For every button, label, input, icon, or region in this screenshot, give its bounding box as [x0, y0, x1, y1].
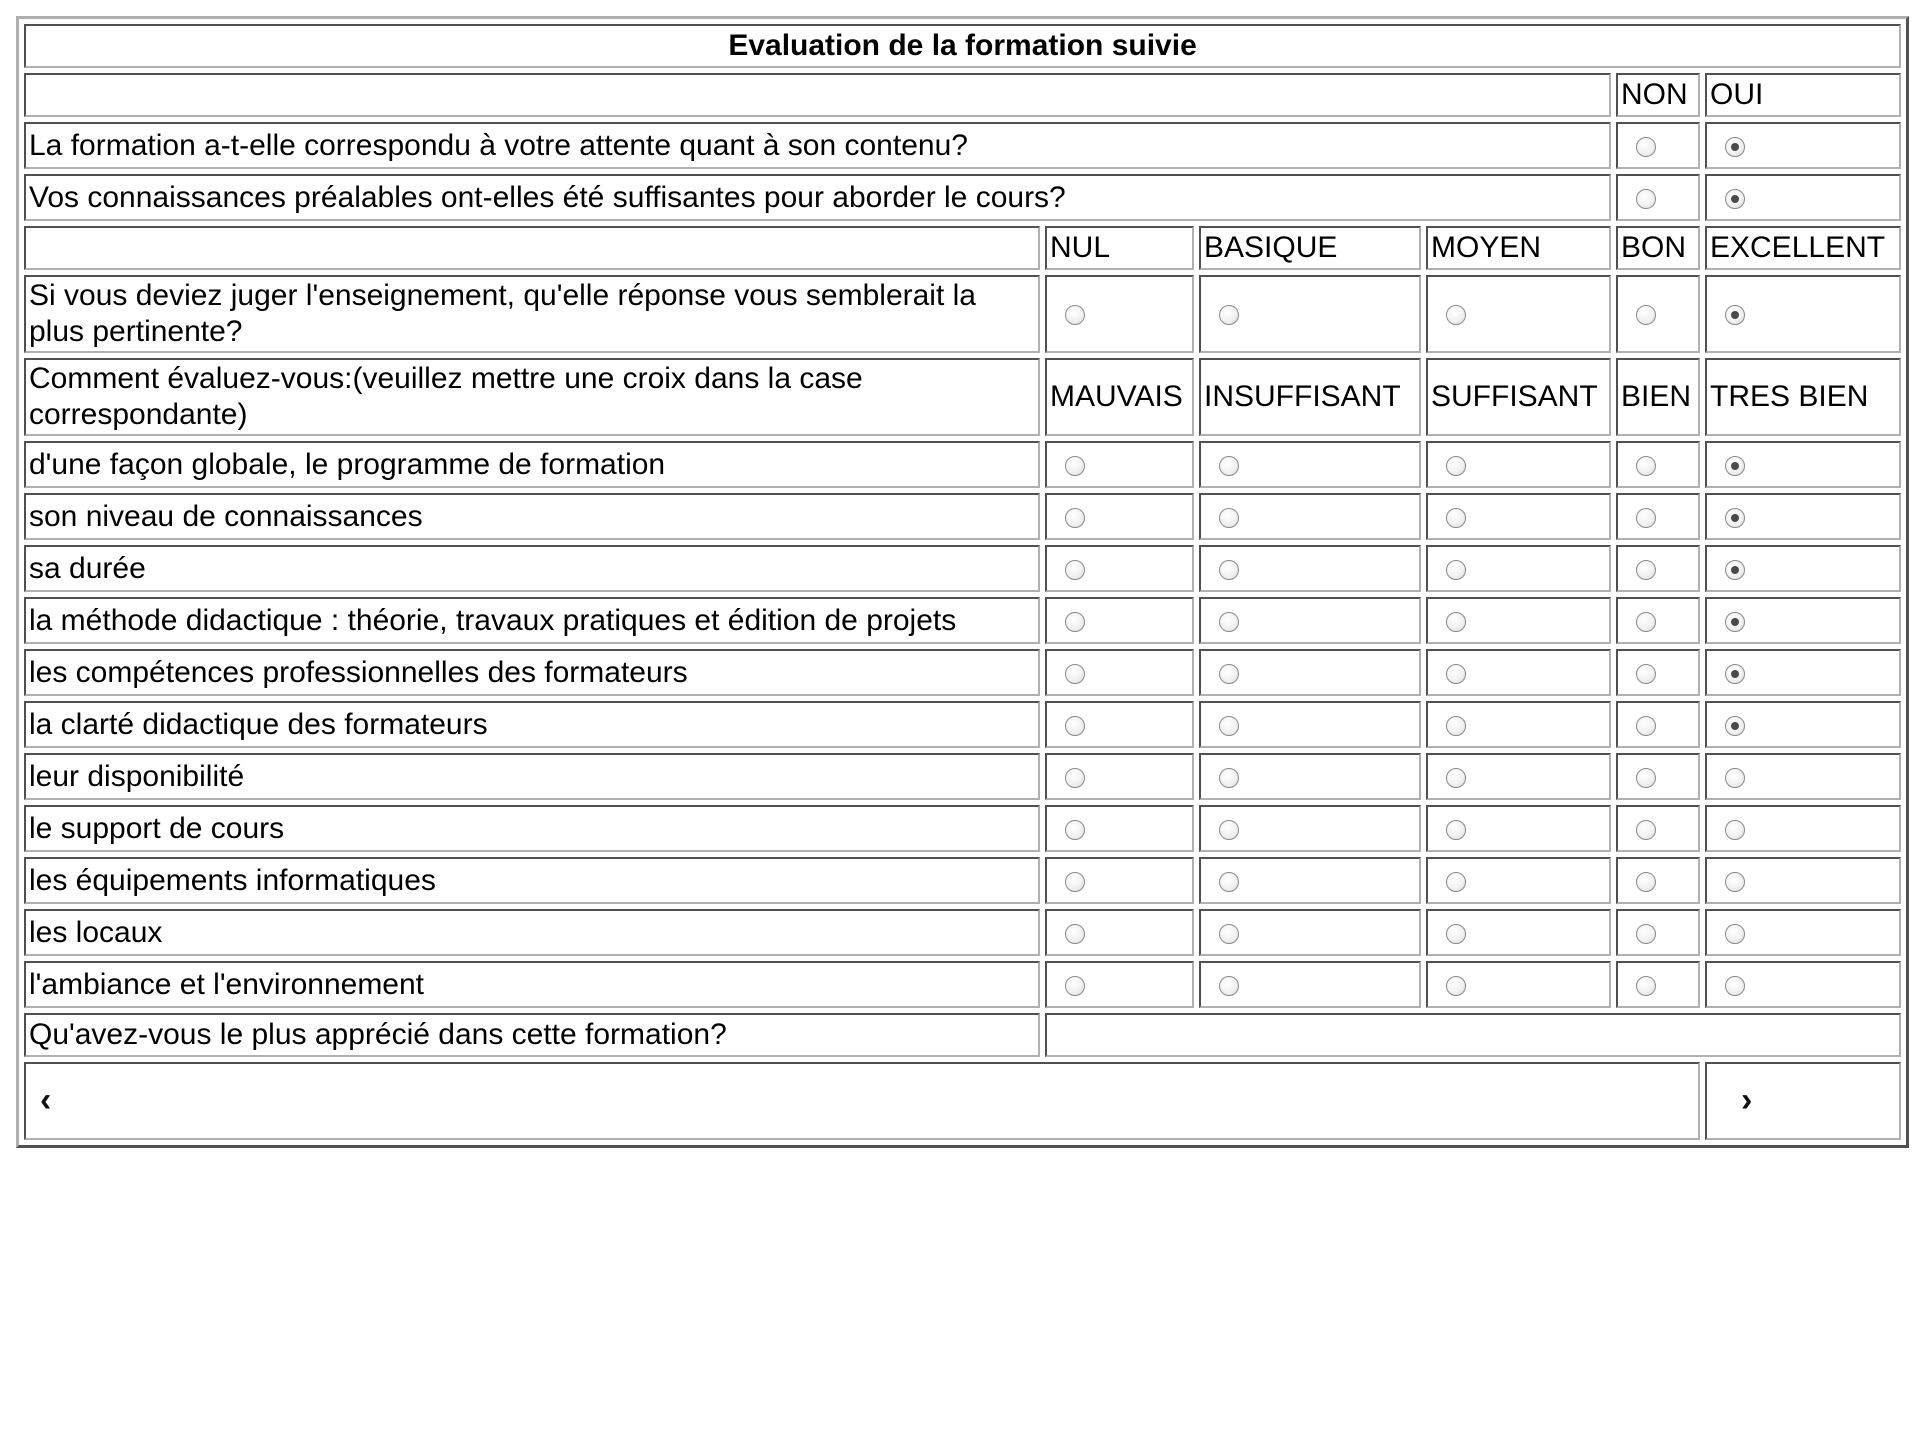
rating-item-row — [24, 961, 1901, 1008]
evaluation-form-table — [16, 16, 1909, 1148]
rating-radio-insuffisant[interactable] — [1219, 768, 1239, 788]
rating-radio-mauvais[interactable] — [1065, 820, 1085, 840]
rating-option-cell — [1426, 961, 1611, 1008]
rating-radio-suffisant[interactable] — [1446, 560, 1466, 580]
rating-radio-bien[interactable] — [1636, 924, 1656, 944]
rating-radio-insuffisant[interactable] — [1219, 560, 1239, 580]
rating-option-cell — [1705, 753, 1901, 800]
rating-radio-suffisant[interactable] — [1446, 508, 1466, 528]
rating-item-label: la méthode didactique : théorie, travaux pratiques et édition de projets — [24, 597, 1040, 644]
level-option-cell — [1199, 275, 1421, 353]
level-radio-basique[interactable] — [1219, 305, 1239, 325]
rating-radio-tres-bien[interactable] — [1725, 872, 1745, 892]
rating-item-label: d'une façon globale, le programme de formation — [24, 441, 1040, 488]
rating-header-3: BIEN — [1616, 358, 1700, 436]
rating-option-cell — [1705, 909, 1901, 956]
rating-option-cell — [1045, 753, 1194, 800]
rating-option-cell — [1199, 493, 1421, 540]
rating-radio-tres-bien[interactable] — [1725, 508, 1745, 528]
level-radio-excellent[interactable] — [1725, 305, 1745, 325]
rating-radio-mauvais[interactable] — [1065, 872, 1085, 892]
rating-radio-mauvais[interactable] — [1065, 768, 1085, 788]
rating-option-cell — [1616, 961, 1700, 1008]
table-body — [24, 24, 1901, 1140]
level-question-row — [24, 275, 1901, 353]
chevron-left-icon[interactable]: ‹ — [40, 1081, 52, 1119]
rating-option-cell — [1616, 701, 1700, 748]
rating-option-cell — [1045, 441, 1194, 488]
rating-item-row — [24, 701, 1901, 748]
rating-radio-suffisant[interactable] — [1446, 664, 1466, 684]
rating-radio-bien[interactable] — [1636, 612, 1656, 632]
rating-radio-suffisant[interactable] — [1446, 768, 1466, 788]
rating-intro-label: Comment évaluez-vous:(veuillez mettre une croix dans la case correspondante) — [24, 358, 1040, 436]
rating-radio-tres-bien[interactable] — [1725, 924, 1745, 944]
rating-option-cell — [1705, 493, 1901, 540]
rating-header-4: TRES BIEN — [1705, 358, 1901, 436]
rating-option-cell — [1616, 441, 1700, 488]
rating-radio-insuffisant[interactable] — [1219, 612, 1239, 632]
rating-header-1: INSUFFISANT — [1199, 358, 1421, 436]
next-cell — [1705, 1062, 1901, 1140]
rating-option-cell — [1616, 805, 1700, 852]
rating-radio-bien[interactable] — [1636, 456, 1656, 476]
open-question-answer[interactable] — [1045, 1013, 1901, 1057]
level-radio-nul[interactable] — [1065, 305, 1085, 325]
yesno-option-cell — [1616, 174, 1700, 221]
level-radio-moyen[interactable] — [1446, 305, 1466, 325]
rating-radio-bien[interactable] — [1636, 560, 1656, 580]
rating-option-cell — [1045, 805, 1194, 852]
rating-header-row — [24, 358, 1901, 436]
level-header-0: NUL — [1045, 226, 1194, 270]
rating-option-cell — [1616, 857, 1700, 904]
yesno-radio-non[interactable] — [1636, 137, 1656, 157]
rating-radio-suffisant[interactable] — [1446, 612, 1466, 632]
rating-option-cell — [1045, 545, 1194, 592]
rating-option-cell — [1705, 597, 1901, 644]
rating-radio-tres-bien[interactable] — [1725, 664, 1745, 684]
level-option-cell — [1045, 275, 1194, 353]
rating-item-label: sa durée — [24, 545, 1040, 592]
rating-radio-tres-bien[interactable] — [1725, 612, 1745, 632]
rating-item-row — [24, 805, 1901, 852]
rating-option-cell — [1705, 961, 1901, 1008]
yesno-header-row — [24, 73, 1901, 117]
rating-option-cell — [1199, 441, 1421, 488]
rating-option-cell — [1426, 701, 1611, 748]
rating-item-row — [24, 909, 1901, 956]
rating-option-cell — [1045, 597, 1194, 644]
rating-option-cell — [1705, 701, 1901, 748]
rating-option-cell — [1426, 493, 1611, 540]
rating-option-cell — [1199, 753, 1421, 800]
rating-option-cell — [1705, 805, 1901, 852]
rating-option-cell — [1616, 493, 1700, 540]
rating-option-cell — [1426, 441, 1611, 488]
rating-option-cell — [1426, 649, 1611, 696]
rating-option-cell — [1045, 857, 1194, 904]
rating-radio-suffisant[interactable] — [1446, 872, 1466, 892]
rating-option-cell — [1045, 701, 1194, 748]
rating-option-cell — [1705, 545, 1901, 592]
rating-option-cell — [1705, 441, 1901, 488]
level-option-cell — [1705, 275, 1901, 353]
yesno-option-cell — [1705, 122, 1901, 169]
rating-radio-bien[interactable] — [1636, 508, 1656, 528]
rating-radio-tres-bien[interactable] — [1725, 976, 1745, 996]
level-header-row — [24, 226, 1901, 270]
level-header-3: BON — [1616, 226, 1700, 270]
rating-option-cell — [1199, 805, 1421, 852]
title-row — [24, 24, 1901, 68]
rating-radio-insuffisant[interactable] — [1219, 820, 1239, 840]
empty-header-cell — [24, 73, 1611, 117]
rating-option-cell — [1199, 857, 1421, 904]
rating-radio-insuffisant[interactable] — [1219, 508, 1239, 528]
rating-radio-mauvais[interactable] — [1065, 612, 1085, 632]
yesno-question-label: Vos connaissances préalables ont-elles été suffisantes pour aborder le cours? — [24, 174, 1611, 221]
rating-item-row — [24, 493, 1901, 540]
rating-item-label: le support de cours — [24, 805, 1040, 852]
yesno-header-0: NON — [1616, 73, 1700, 117]
rating-option-cell — [1705, 649, 1901, 696]
yesno-question-row — [24, 122, 1901, 169]
rating-radio-insuffisant[interactable] — [1219, 872, 1239, 892]
yesno-radio-oui[interactable] — [1725, 189, 1745, 209]
rating-item-label: la clarté didactique des formateurs — [24, 701, 1040, 748]
level-option-cell — [1426, 275, 1611, 353]
rating-item-label: son niveau de connaissances — [24, 493, 1040, 540]
rating-radio-mauvais[interactable] — [1065, 664, 1085, 684]
rating-option-cell — [1045, 961, 1194, 1008]
rating-option-cell — [1199, 545, 1421, 592]
rating-option-cell — [1426, 857, 1611, 904]
rating-option-cell — [1426, 597, 1611, 644]
rating-radio-mauvais[interactable] — [1065, 976, 1085, 996]
prev-cell — [24, 1062, 1700, 1140]
rating-radio-suffisant[interactable] — [1446, 976, 1466, 996]
rating-item-row — [24, 545, 1901, 592]
rating-item-row — [24, 649, 1901, 696]
rating-item-label: les locaux — [24, 909, 1040, 956]
rating-item-row — [24, 597, 1901, 644]
rating-radio-insuffisant[interactable] — [1219, 716, 1239, 736]
rating-option-cell — [1199, 701, 1421, 748]
rating-radio-bien[interactable] — [1636, 976, 1656, 996]
rating-header-0: MAUVAIS — [1045, 358, 1194, 436]
rating-radio-insuffisant[interactable] — [1219, 456, 1239, 476]
empty-header-cell — [24, 226, 1040, 270]
rating-radio-mauvais[interactable] — [1065, 560, 1085, 580]
rating-option-cell — [1045, 909, 1194, 956]
yesno-radio-oui[interactable] — [1725, 137, 1745, 157]
open-question-label: Qu'avez-vous le plus apprécié dans cette formation? — [24, 1013, 1040, 1057]
rating-radio-insuffisant[interactable] — [1219, 664, 1239, 684]
rating-option-cell — [1616, 545, 1700, 592]
rating-option-cell — [1199, 961, 1421, 1008]
rating-radio-bien[interactable] — [1636, 716, 1656, 736]
chevron-right-icon[interactable]: › — [1741, 1081, 1753, 1119]
rating-option-cell — [1426, 545, 1611, 592]
rating-radio-insuffisant[interactable] — [1219, 924, 1239, 944]
level-header-4: EXCELLENT — [1705, 226, 1901, 270]
rating-option-cell — [1705, 857, 1901, 904]
rating-radio-mauvais[interactable] — [1065, 456, 1085, 476]
rating-radio-suffisant[interactable] — [1446, 456, 1466, 476]
form-title: Evaluation de la formation suivie — [24, 24, 1901, 68]
rating-radio-bien[interactable] — [1636, 768, 1656, 788]
rating-option-cell — [1199, 909, 1421, 956]
rating-item-label: l'ambiance et l'environnement — [24, 961, 1040, 1008]
rating-radio-suffisant[interactable] — [1446, 924, 1466, 944]
rating-option-cell — [1426, 909, 1611, 956]
rating-item-row — [24, 753, 1901, 800]
rating-option-cell — [1045, 493, 1194, 540]
rating-radio-tres-bien[interactable] — [1725, 768, 1745, 788]
rating-radio-insuffisant[interactable] — [1219, 976, 1239, 996]
rating-radio-tres-bien[interactable] — [1725, 560, 1745, 580]
rating-option-cell — [1616, 649, 1700, 696]
rating-item-label: leur disponibilité — [24, 753, 1040, 800]
rating-option-cell — [1426, 753, 1611, 800]
rating-radio-tres-bien[interactable] — [1725, 820, 1745, 840]
navigation-row — [24, 1062, 1901, 1140]
rating-item-row — [24, 857, 1901, 904]
rating-option-cell — [1426, 805, 1611, 852]
rating-option-cell — [1045, 649, 1194, 696]
yesno-option-cell — [1705, 174, 1901, 221]
rating-radio-tres-bien[interactable] — [1725, 456, 1745, 476]
rating-radio-suffisant[interactable] — [1446, 716, 1466, 736]
level-header-1: BASIQUE — [1199, 226, 1421, 270]
rating-item-row — [24, 441, 1901, 488]
rating-option-cell — [1616, 909, 1700, 956]
rating-option-cell — [1616, 597, 1700, 644]
yesno-radio-non[interactable] — [1636, 189, 1656, 209]
level-header-2: MOYEN — [1426, 226, 1611, 270]
rating-radio-bien[interactable] — [1636, 820, 1656, 840]
level-question-label: Si vous deviez juger l'enseignement, qu'elle réponse vous semblerait la plus pertinente? — [24, 275, 1040, 353]
rating-radio-mauvais[interactable] — [1065, 924, 1085, 944]
open-question-row — [24, 1013, 1901, 1057]
rating-radio-mauvais[interactable] — [1065, 716, 1085, 736]
rating-radio-suffisant[interactable] — [1446, 820, 1466, 840]
rating-option-cell — [1616, 753, 1700, 800]
yesno-option-cell — [1616, 122, 1700, 169]
rating-radio-mauvais[interactable] — [1065, 508, 1085, 528]
rating-radio-bien[interactable] — [1636, 664, 1656, 684]
rating-option-cell — [1199, 597, 1421, 644]
level-radio-bon[interactable] — [1636, 305, 1656, 325]
rating-radio-tres-bien[interactable] — [1725, 716, 1745, 736]
rating-item-label: les équipements informatiques — [24, 857, 1040, 904]
level-option-cell — [1616, 275, 1700, 353]
yesno-question-row — [24, 174, 1901, 221]
yesno-question-label: La formation a-t-elle correspondu à votre attente quant à son contenu? — [24, 122, 1611, 169]
rating-radio-bien[interactable] — [1636, 872, 1656, 892]
rating-option-cell — [1199, 649, 1421, 696]
rating-header-2: SUFFISANT — [1426, 358, 1611, 436]
yesno-header-1: OUI — [1705, 73, 1901, 117]
rating-item-label: les compétences professionnelles des formateurs — [24, 649, 1040, 696]
